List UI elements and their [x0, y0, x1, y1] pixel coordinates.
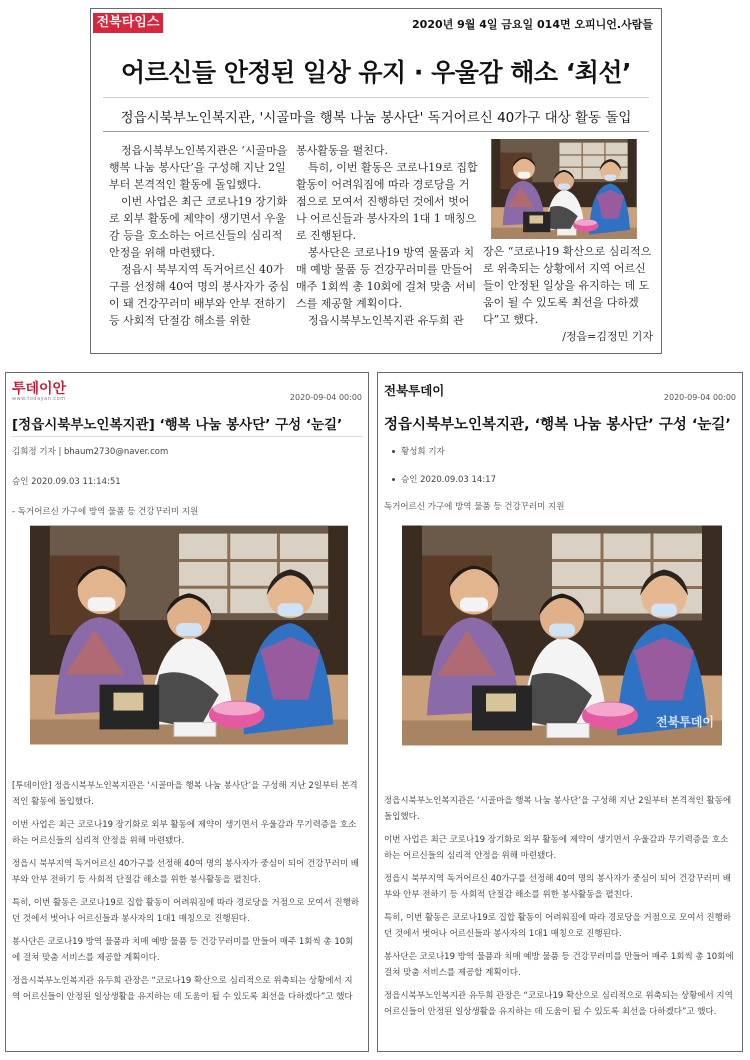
article-title: [정읍시북부노인복지관] ‘행복 나눔 봉사단’ 구성 ‘눈길’	[12, 417, 343, 433]
byline: 황성희 기자	[401, 447, 445, 457]
article-photo	[30, 525, 348, 745]
approved-time: 승인 2020.09.03 11:14:51	[12, 477, 121, 487]
bullet-icon	[392, 450, 395, 453]
bullet-icon	[392, 478, 395, 481]
paragraph: 특히, 이번 활동은 코로나19로 집합 활동이 어려워짐에 따라 경로당을 거점으로 모여서 진행하던 것에서 벗어나 어르신들과 봉사자의 1대 1 매칭으로 진행된다.	[296, 161, 478, 242]
paragraph: 이번 사업은 최근 코로나19 장기화로 외부 활동에 제약이 생기면서 우울감과 무기력증을 호소하는 어르신들의 심리적 안정을 위해 마련됐다.	[12, 820, 357, 846]
paragraph: 봉사활동을 펼친다.	[296, 144, 389, 157]
article-title: 정읍시북부노인복지관, ‘행복 나눔 봉사단’ 구성 ‘눈길’	[384, 417, 731, 433]
print-column-2	[296, 142, 479, 329]
paragraph: 봉사단은 코로나19 방역 물품과 치매 예방 물품 등 건강꾸러미를 만들어 매주 1회씩 총 10회에 걸쳐 맞춤 서비스를 제공할 계획이다.	[296, 246, 477, 310]
print-headline: 어르신들 안정된 일상 유지 · 우울감 해소 ‘최선’	[120, 58, 632, 87]
todayan-logo[interactable]: 투데이안	[12, 381, 67, 397]
jbtoday-article	[377, 372, 743, 1052]
summary: 독거어르신 가구에 방역 물품 등 건강꾸러미 지원	[384, 502, 565, 512]
article-body	[384, 793, 734, 1027]
todayan-article	[5, 372, 369, 1052]
paragraph: 정읍시북부노인복지관은 ‘시골마을 행복 나눔 봉사단’을 구성해 지난 2일부터 본격적인 활동에 돌입했다.	[384, 796, 732, 822]
paragraph: 정읍시 북부지역 독거어르신 40가구를 선정해 40여 명의 봉사자가 중심이 돼 건강꾸러미 배부와 안부 전하기 등 사회적 단절감 해소를 위한	[109, 263, 290, 327]
print-dateline: 2020년 9월 4일 금요일 014면 오피니언.사람들	[412, 18, 653, 31]
jbtoday-logo[interactable]: 전북투데이	[384, 383, 445, 398]
timestamp: 2020-09-04 00:00	[663, 393, 736, 402]
article-photo	[477, 139, 651, 239]
byline: /정읍=김정민 기자	[562, 330, 653, 343]
paragraph: 이번 사업은 최근 코로나19 장기화로 외부 활동에 제약이 생기면서 우울감과 무기력증을 호소하는 어르신들의 심리적 안정을 위해 마련됐다.	[384, 835, 729, 861]
paragraph: 정읍시북부노인복지관 유두희 관	[308, 314, 464, 327]
print-clipping	[90, 8, 662, 354]
divider	[103, 97, 649, 98]
paragraph: 특히, 이번 활동은 코로나19로 집합 활동이 어려워짐에 따라 경로당을 거점으로 모여서 진행하던 것에서 벗어나 어르신들과 봉사자의 1대1 매칭으로 진행된다.	[12, 898, 360, 924]
timestamp: 2020-09-04 00:00	[289, 393, 362, 402]
photo-watermark: 전북투데이	[656, 715, 714, 729]
photo-wrap	[402, 523, 722, 748]
todayan-logo-url: www.todayan.com	[12, 396, 66, 402]
paragraph: 특히, 이번 활동은 코로나19로 집합 활동이 어려워짐에 따라 경로당을 거점으로 모여서 진행하던 것에서 벗어나 어르신들과 봉사자의 1대1 매칭으로 진행된다.	[384, 913, 732, 939]
approved-time: 승인 2020.09.03 14:17	[401, 475, 496, 485]
paragraph: 이번 사업은 최근 코로나19 장기화로 외부 활동에 제약이 생기면서 우울감 등을 호소하는 어르신들의 심리적 안정을 위해 마련됐다.	[109, 195, 288, 259]
paragraph: 장은 “코로나19 확산으로 심리적으로 위축되는 상황에서 지역 어르신들이 안정된 일상을 유지하는 데 도움이 될 수 있도록 최선을 다하겠다”고 했다.	[483, 245, 652, 326]
byline: 김희정 기자 | bhaum2730@naver.com	[12, 447, 169, 457]
print-column-3	[483, 243, 653, 345]
paragraph: 정읍시 북부지역 독거어르신 40가구를 선정해 40여 명의 봉사자가 중심이 되어 건강꾸러미 배부와 안부 전하기 등 사회적 단절감 해소를 위한 봉사활동을 펼친다.	[384, 874, 731, 900]
article-body	[12, 778, 360, 1012]
byline-row	[392, 445, 445, 457]
print-logo: 전북타임스	[93, 13, 163, 33]
paragraph: 정읍시 북부지역 독거어르신 40가구를 선정해 40여 명의 봉사자가 중심이 되어 건강꾸러미 배부와 안부 전하기 등 사회적 단절감 해소를 위한 봉사활동을 펼친다.	[12, 859, 359, 885]
divider	[12, 436, 362, 437]
print-subhead: 정읍시북부노인복지관, '시골마을 행복 나눔 봉사단' 독거어르신 40가구 대상 활동 돌입	[120, 110, 632, 126]
paragraph: 정읍시북부노인복지관 유두희 관장은 “코로나19 확산으로 심리적으로 위축되는 상황에서 지역 어르신들이 안정된 일상생활을 유지하는 데 도움이 될 수 있도록 최선을 다하겠다”고 했다.	[384, 991, 733, 1017]
divider	[103, 131, 649, 132]
paragraph: 봉사단은 코로나19 방역 물품과 치매 예방 물품 등 건강꾸러미를 만들어 매주 1회씩 총 10회에 걸쳐 맞춤 서비스를 제공할 계획이다.	[12, 937, 354, 963]
paragraph: 봉사단은 코로나19 방역 물품과 치매 예방 물품 등 건강꾸러미를 만들어 매주 1회씩 총 10회에 걸쳐 맞춤 서비스를 제공할 계획이다.	[384, 952, 734, 978]
paragraph: 정읍시북부노인복지관은 ‘시골마을 행복 나눔 봉사단’을 구성해 지난 2일부터 본격적인 활동에 돌입했다.	[109, 144, 288, 191]
paragraph: 정읍시북부노인복지관 유두희 관장은 “코로나19 확산으로 심리적으로 위축되는 상황에서 지역 어르신들이 안정된 일상생활을 유지하는 데 도움이 될 수 있도록 최선을 다하겠다”고 했다	[12, 976, 353, 1002]
print-column-1	[109, 142, 293, 329]
summary: - 독거어르신 가구에 방역 물품 등 건강꾸러미 지원	[12, 507, 199, 517]
paragraph: [투데이안] 정읍시북부노인복지관은 ‘시골마을 행복 나눔 봉사단’을 구성해 지난 2일부터 본격적인 활동에 돌입했다.	[12, 781, 358, 807]
approved-row	[392, 473, 496, 485]
